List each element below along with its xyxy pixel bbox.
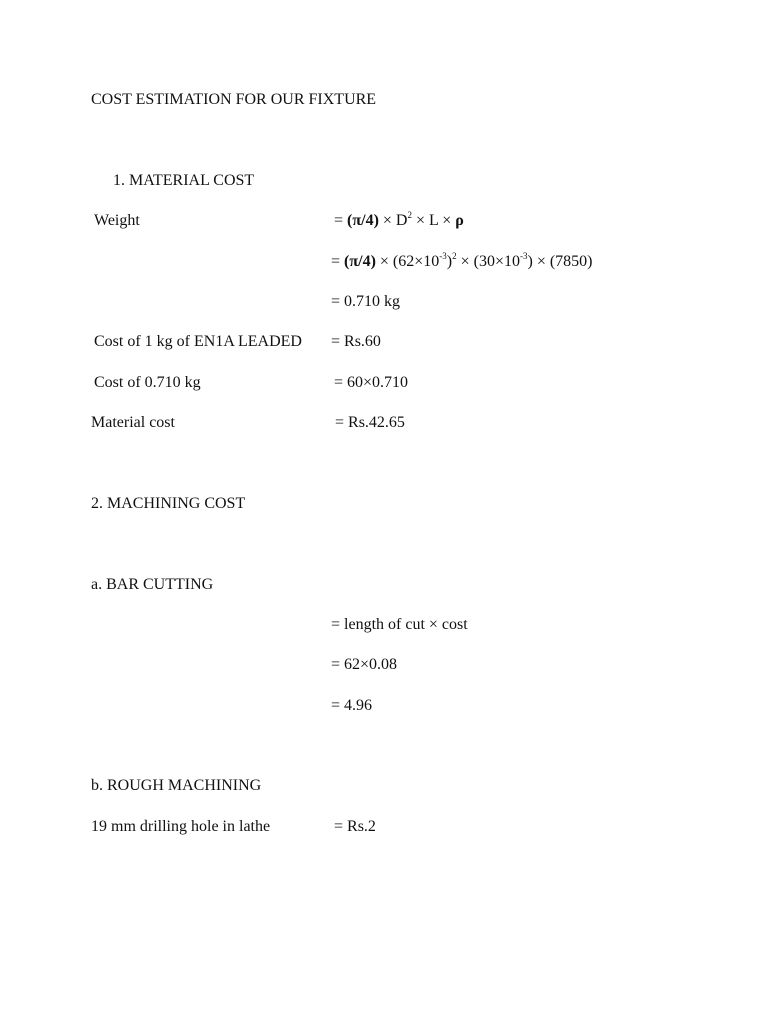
bar-cutting-substitution: = 62×0.08 <box>331 656 398 673</box>
formula-text: × (30×10 <box>460 253 520 270</box>
exponent: 2 <box>407 210 412 220</box>
pi-over-four: (π/4) <box>347 212 379 229</box>
material-cost-label: Material cost <box>91 414 175 431</box>
cost-per-kg-value: = Rs.60 <box>331 333 381 350</box>
bar-cutting-formula: = length of cut × cost <box>331 616 468 633</box>
exponent: -3 <box>439 251 447 261</box>
formula-text: ) × (7850) <box>527 253 593 270</box>
subsection-heading-bar-cutting: a. BAR CUTTING <box>91 576 214 593</box>
subsection-heading-rough-machining: b. ROUGH MACHINING <box>91 777 262 794</box>
weight-substitution <box>331 252 593 272</box>
material-cost-value: = Rs.42.65 <box>335 414 405 431</box>
rho-symbol: ρ <box>455 212 464 229</box>
section-heading-machining-cost: 2. MACHINING COST <box>91 495 246 512</box>
cost-per-kg-label: Cost of 1 kg of EN1A LEADED <box>94 333 302 350</box>
cost-quantity-value: = 60×0.710 <box>334 374 409 391</box>
equals-sign: = <box>331 253 341 270</box>
document-title: COST ESTIMATION FOR OUR FIXTURE <box>91 91 377 108</box>
cost-quantity-label: Cost of 0.710 kg <box>94 374 201 391</box>
pi-over-four: (π/4) <box>344 253 376 270</box>
equals-sign: = <box>334 212 344 229</box>
formula-text: × (62×10 <box>379 253 440 270</box>
drilling-label: 19 mm drilling hole in lathe <box>91 818 271 835</box>
exponent: 2 <box>452 251 457 261</box>
formula-text: × L × <box>415 212 452 229</box>
weight-result: = 0.710 kg <box>331 293 401 310</box>
exponent: -3 <box>519 251 528 261</box>
drilling-value: = Rs.2 <box>334 818 376 835</box>
weight-label: Weight <box>94 212 140 229</box>
section-heading-material-cost: 1. MATERIAL COST <box>113 172 255 189</box>
weight-formula <box>334 211 464 231</box>
bar-cutting-result: = 4.96 <box>331 697 373 714</box>
formula-text: ) <box>446 253 453 270</box>
formula-text: × D <box>382 212 408 229</box>
